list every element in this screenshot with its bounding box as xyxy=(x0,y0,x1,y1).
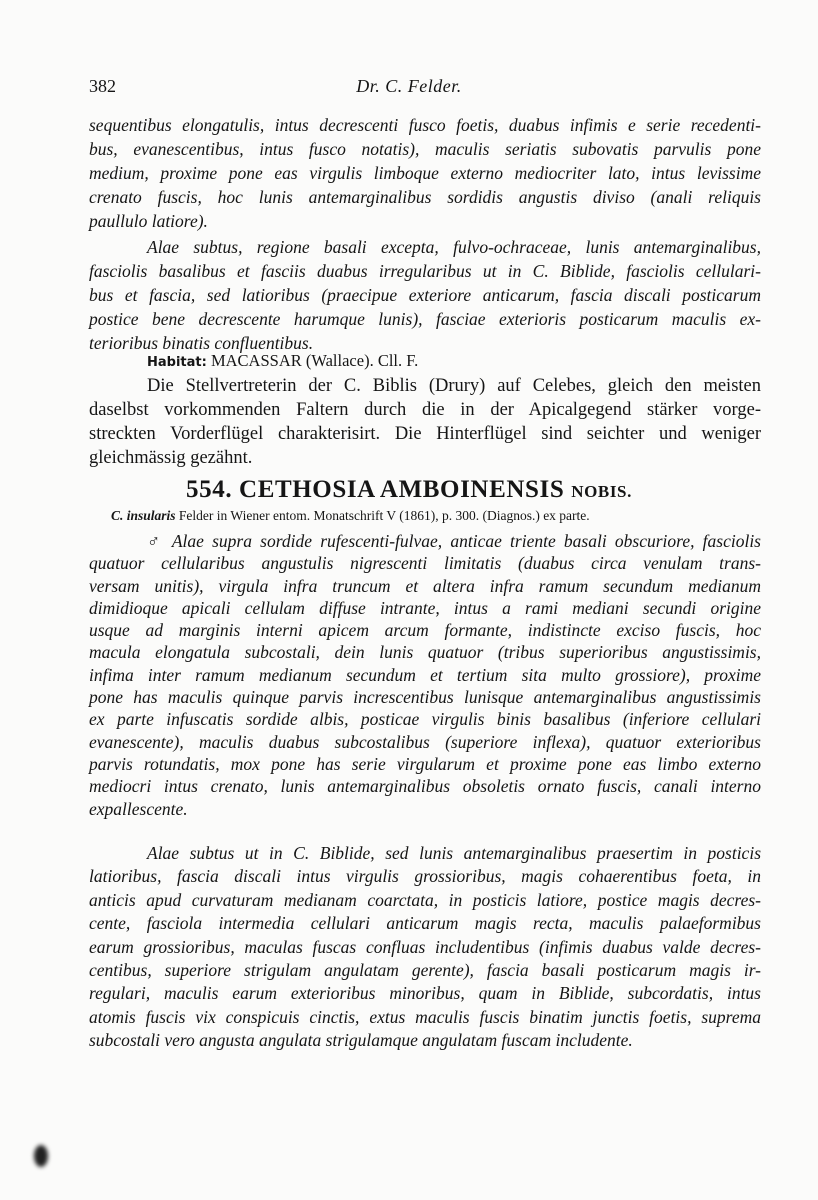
text-line: latioribus, fascia discali intus virgulis grossioribus, magis cohaerentibus foeta, in xyxy=(89,866,761,887)
text-line: subcostali vero angusta angulata strigulamque angulatam fuscam includente. xyxy=(89,1030,633,1051)
text-line: atomis fuscis vix conspicuis cinctis, extus maculis fuscis binatim junctis foetis, suprema xyxy=(89,1006,761,1027)
text-line: Alae subtus ut in C. Biblide, sed lunis antemarginalibus praesertim in posticis xyxy=(147,843,761,863)
text-line: medium, proxime pone eas virgulis limboque externo mediocriter lato, intus levissime xyxy=(89,163,761,183)
text-line: bus et fascia, sed latioribus (praecipue exteriore anticarum, fascia discali posticarum xyxy=(89,285,761,305)
running-title: Dr. C. Felder. xyxy=(356,76,462,96)
habitat-label: Habitat: xyxy=(147,355,207,370)
scan-blemish xyxy=(34,1145,48,1167)
text-line: quatuor cellularibus angustulis nigrescenti limitatis (duabus circa venulam trans- xyxy=(89,553,761,574)
page-number: 382 xyxy=(89,76,116,96)
text-line: daselbst vorkommenden Faltern durch die in der Apicalgegend stärker vorge- xyxy=(89,400,761,420)
text-line: infima inter ramum medianum secundum et tertium sita multo grossiore), proxime xyxy=(89,664,761,685)
paragraph-underside-description xyxy=(89,235,761,355)
text-line: postice bene decrescente harumque lunis), fasciae exterioris posticarum maculis ex- xyxy=(89,309,761,329)
paragraph-continued-description xyxy=(89,113,761,233)
text-line: gleichmässig gezähnt. xyxy=(89,448,253,468)
habitat-line xyxy=(89,350,761,374)
text-line: Alae subtus, regione basali excepta, fulvo-ochraceae, lunis antemarginalibus, xyxy=(147,237,761,257)
species-heading xyxy=(0,476,818,504)
species-number: 554. xyxy=(186,476,233,503)
text-line: Die Stellvertreterin der C. Biblis (Drury) auf Celebes, gleich den meisten xyxy=(147,376,761,396)
text-line: mediocri intus crenato, lunis antemarginalibus obsoletis ornato fuscis, canali interno xyxy=(89,776,761,797)
text-line: usque ad marginis interni apicem arcum formante, indistincte exciso fuscis, hoc xyxy=(89,620,761,641)
habitat-text: MACASSAR (Wallace). Cll. F. xyxy=(210,351,419,370)
text-line: regulari, maculis earum exterioribus minoribus, quam in Biblide, subcordatis, intus xyxy=(89,983,761,1004)
synonym-name: C. insularis xyxy=(111,508,176,523)
text-line: dimidioque apicali cellulam diffuse intrante, intus a rami mediani secundi origine xyxy=(89,597,761,618)
text-line: sequentibus elongatulis, intus decrescenti fusco foetis, duabus infimis e serie recedenti- xyxy=(89,115,761,135)
text-line: ex parte infuscatis sordide albis, posticae virgulis binis basalibus (inferiore cellulari xyxy=(89,709,761,730)
paragraph-male-underside xyxy=(89,842,761,1053)
text-line: terioribus binatis confluentibus. xyxy=(89,333,314,353)
text-line: expallescente. xyxy=(89,798,188,819)
text-line: crenato fuscis, hoc lunis antemarginalibus sordidis angustis diviso (anali reliquis xyxy=(89,187,761,207)
species-author: NOBIS. xyxy=(571,482,632,501)
paragraph-male-upperside xyxy=(89,530,761,820)
synonym-reference: Felder in Wiener entom. Monatschrift V (1861), p. 300. (Diagnos.) ex parte. xyxy=(178,508,590,523)
species-name: CETHOSIA AMBOINENSIS xyxy=(239,476,565,503)
text-line: earum grossioribus, maculas fuscas confluas includentibus (infimis duabus valde decres- xyxy=(89,936,761,957)
text-line: anticis apud curvaturam medianam coarctata, in posticis latiore, postice magis decres- xyxy=(89,889,761,910)
text-line: pone has maculis quinque parvis increscentibus lunisque antemarginalibus angustissimis xyxy=(89,687,761,708)
text-line: streckten Vorderflügel charakterisirt. Die Hinterflügel sind seichter und weniger xyxy=(89,424,761,444)
text-line: evanescente), maculis duabus subcostalibus (superiore inflexa), quatuor exterioribus xyxy=(89,731,761,752)
synonym-citation xyxy=(89,507,761,525)
paragraph-german-remarks xyxy=(89,374,761,470)
text-line: bus, evanescentibus, intus fusco notatis), maculis seriatis subovatis parvulis pone xyxy=(89,139,761,159)
text-line: centibus, superiore strigulam angulatam gerente), fascia basali posticarum magis ir- xyxy=(89,960,761,981)
text-line: versam unitis), virgula infra truncum et altera infra ramum secundum medianum xyxy=(89,575,761,596)
text-line: ♂ Alae supra sordide rufescenti-fulvae, anticae triente basali obscuriore, fasciolis xyxy=(147,531,761,551)
text-line: paullulo latiore). xyxy=(89,211,208,231)
text-line: macula elongatula subcostali, dein lunis quatuor (tribus superioribus angustissimis, xyxy=(89,642,761,663)
text-line: fasciolis basalibus et fasciis duabus irregularibus ut in C. Biblide, fasciolis cellulari- xyxy=(89,261,761,281)
text-line: parvis rotundatis, mox pone has serie virgularum et proxime pone eas limbo externo xyxy=(89,753,761,774)
text-line: cente, fasciola intermedia cellulari anticarum magis recta, maculis palaeformibus xyxy=(89,913,761,934)
